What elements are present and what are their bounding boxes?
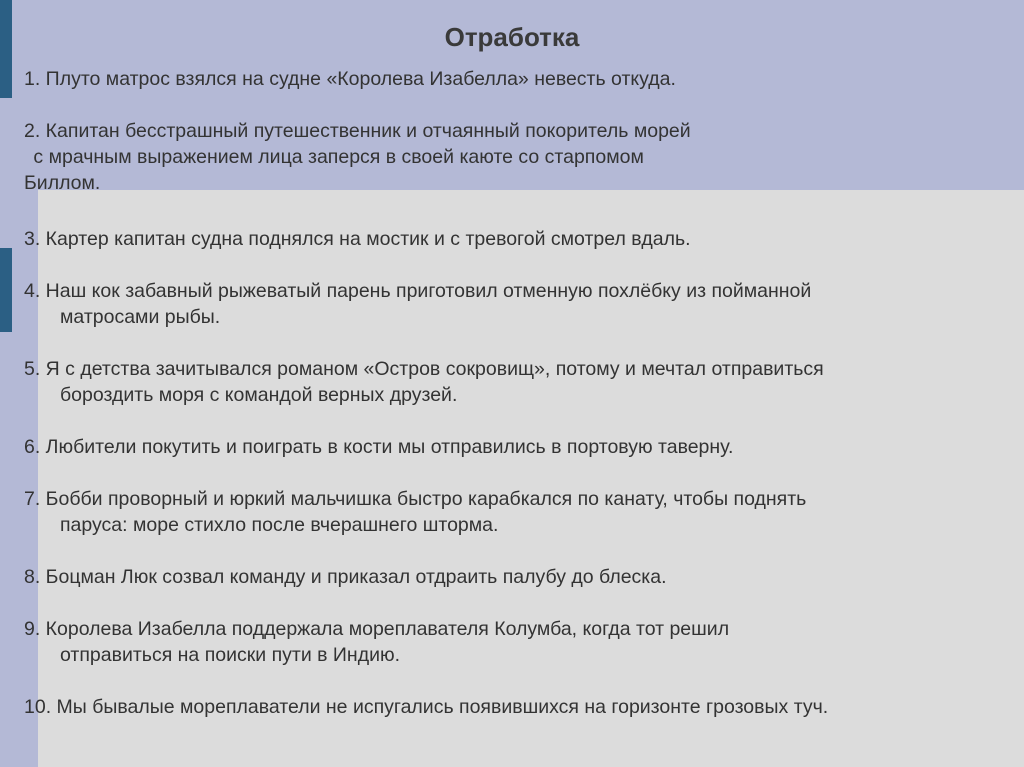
list-item-1 bbox=[24, 66, 1014, 92]
list-item-text: 2. Капитан бесстрашный путешественник и отчаянный покоритель морей bbox=[24, 120, 691, 142]
list-item-8 bbox=[24, 564, 1014, 590]
exercise-list bbox=[24, 66, 1014, 746]
list-item-9 bbox=[24, 616, 1014, 668]
list-item-10 bbox=[24, 694, 1014, 720]
list-item-3 bbox=[24, 226, 1014, 252]
list-item-text-continued: отправиться на поиски пути в Индию. bbox=[60, 644, 401, 666]
list-item-text: 1. Плуто матрос взялся на судне «Королева Изабелла» невесть откуда. bbox=[24, 68, 676, 90]
slide-title: Отработка bbox=[444, 22, 580, 52]
list-item-text-continued: матросами рыбы. bbox=[60, 306, 221, 328]
list-item-4 bbox=[24, 278, 1014, 330]
list-item-2 bbox=[24, 118, 1014, 196]
list-item-text: 8. Боцман Люк созвал команду и приказал отдраить палубу до блеска. bbox=[24, 566, 667, 588]
list-item-text: 7. Бобби проворный и юркий мальчишка быстро карабкался по канату, чтобы поднять bbox=[24, 488, 807, 510]
list-item-text: 9. Королева Изабелла поддержала мореплавателя Колумба, когда тот решил bbox=[24, 618, 730, 640]
list-item-text: 10. Мы бывалые мореплаватели не испугались появившихся на горизонте грозовых туч. bbox=[24, 696, 829, 718]
list-item-7 bbox=[24, 486, 1014, 538]
list-item-text-continued: с мрачным выражением лица заперся в своей каюте со старпомом bbox=[28, 146, 644, 168]
accent-bar-middle bbox=[0, 248, 12, 332]
list-item-text-continued: паруса: море стихло после вчерашнего шторма. bbox=[60, 514, 499, 536]
list-item-text: 5. Я с детства зачитывался романом «Остров сокровищ», потому и мечтал отправиться bbox=[24, 358, 824, 380]
list-item-6 bbox=[24, 434, 1014, 460]
list-item-text: 3. Картер капитан судна поднялся на мостик и с тревогой смотрел вдаль. bbox=[24, 228, 691, 250]
list-item-5 bbox=[24, 356, 1014, 408]
list-item-text: 4. Наш кок забавный рыжеватый парень приготовил отменную похлёбку из пойманной bbox=[24, 280, 812, 302]
list-item-text-continued: бороздить моря с командой верных друзей. bbox=[60, 384, 458, 406]
list-item-text-continued: Биллом. bbox=[24, 172, 101, 194]
list-item-text: 6. Любители покутить и поиграть в кости мы отправились в портовую таверну. bbox=[24, 436, 734, 458]
